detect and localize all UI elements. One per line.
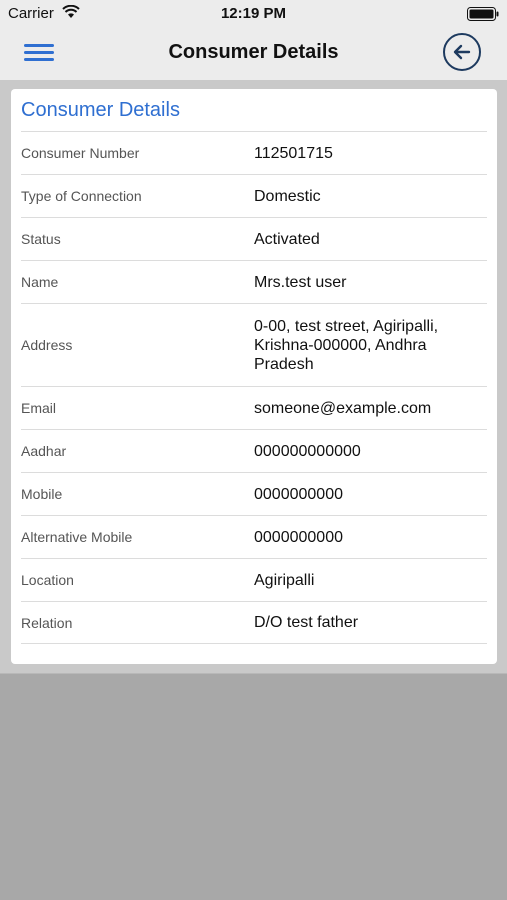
detail-value: Mrs.test user [254,273,347,291]
back-arrow-icon[interactable] [443,33,481,71]
detail-value: 000000000000 [254,442,361,460]
detail-label: Aadhar [21,443,67,459]
detail-row-email [21,386,487,429]
detail-value: D/O test father [254,614,359,631]
status-bar [0,0,507,28]
detail-value: 0000000000 [254,485,343,503]
detail-row-mobile [21,472,487,515]
details-list [21,131,487,644]
detail-value: Agiripalli [254,571,315,589]
detail-row-consumer-number [21,131,487,174]
carrier-label: Carrier [8,5,54,22]
consumer-details-card [11,89,497,664]
detail-label: Mobile [21,486,63,502]
detail-value: 0-00, test street, Agiripalli, Krishna-000000, Andhra Pradesh [254,317,439,373]
detail-row-relation [21,601,487,644]
detail-label: Relation [21,614,73,631]
detail-label: Location [21,572,74,588]
detail-value: 0000000000 [254,528,343,546]
detail-row-status [21,217,487,260]
detail-label: Status [21,231,61,247]
detail-row-type-of-connection [21,174,487,217]
detail-value: someone@example.com [254,399,432,417]
page-title: Consumer Details [168,41,339,63]
detail-row-name [21,260,487,303]
status-time: 12:19 PM [220,5,287,22]
detail-row-alternative-mobile [21,515,487,558]
detail-value: Domestic [254,187,321,205]
battery-icon [467,7,499,21]
detail-label: Type of Connection [21,188,142,204]
detail-value: 112501715 [254,144,333,162]
detail-label: Alternative Mobile [21,529,133,545]
content-divider [0,673,507,674]
detail-row-aadhar [21,429,487,472]
detail-label: Address [21,337,73,353]
detail-label: Consumer Number [21,145,140,161]
detail-row-location [21,558,487,601]
detail-value: Activated [254,230,320,248]
card-title: Consumer Details [21,99,180,121]
navigation-bar [0,28,507,81]
detail-row-address [21,303,487,386]
detail-label: Email [21,400,57,416]
detail-label: Name [21,274,59,290]
